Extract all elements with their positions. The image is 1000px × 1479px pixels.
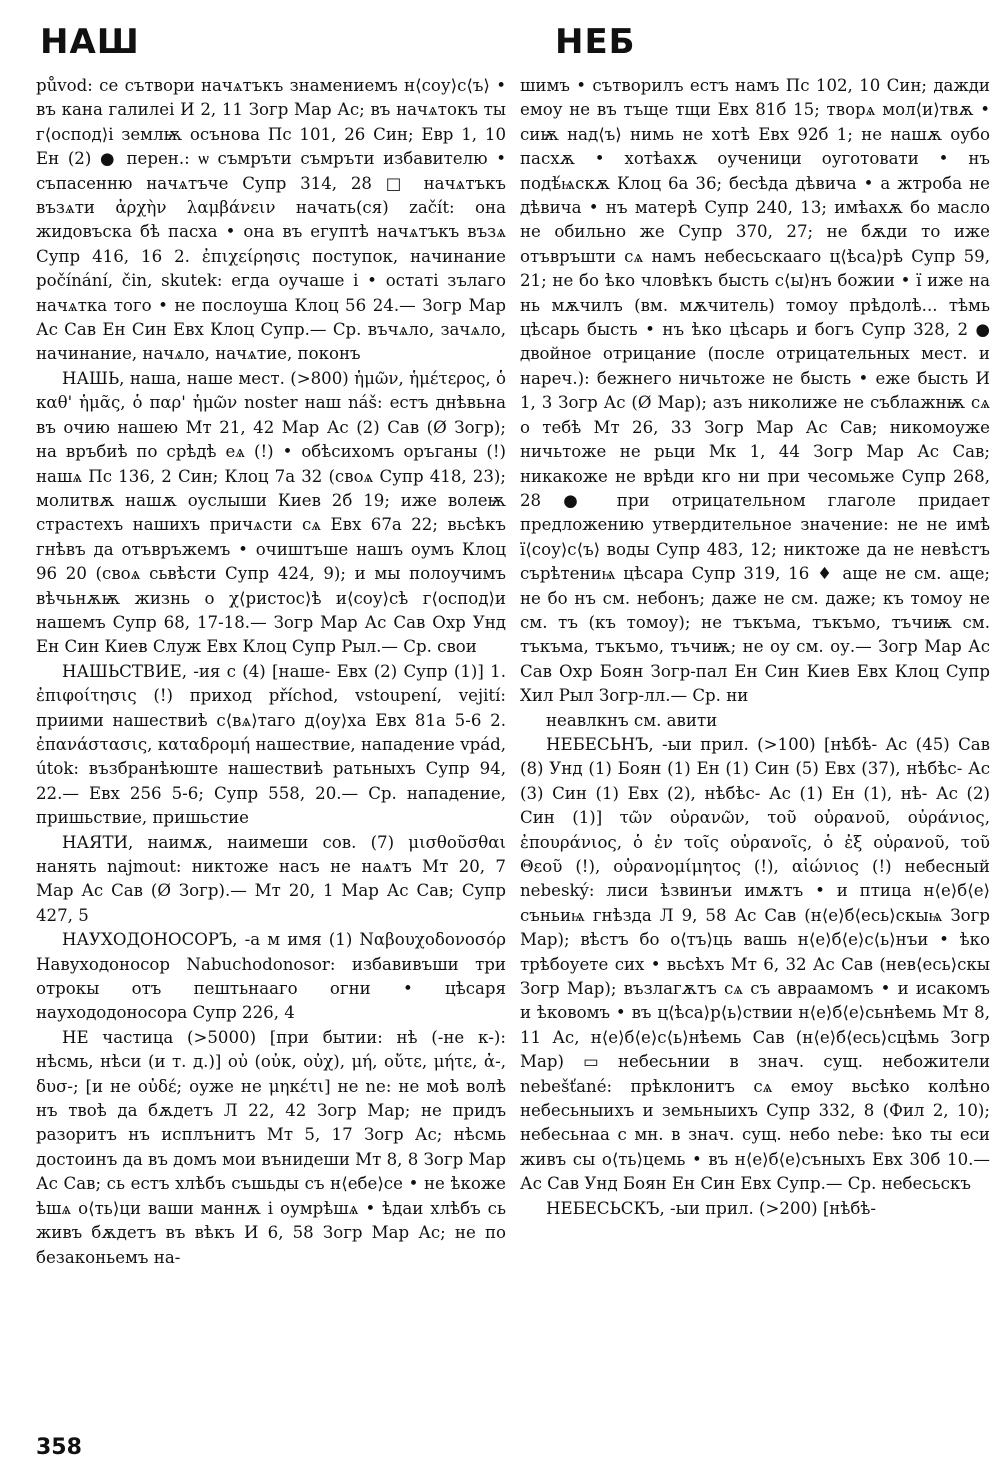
entry-nayati: НАЯТИ, наимѫ, наимеши сов. (7) μισθοῦσθαι нанять najmout: никтоже насъ не наѧтъ Мт 20, 7 Мар Ас Сав (Ø Зогр).— Мт 20, 1 Мар Ас Сав; Супр 427, 5 xyxy=(36,832,506,925)
entry-continuation: původ: се сътвори начѧтъкъ знамениемъ н⟨соу⟩с⟨ъ⟩ • въ кана галилеі И 2, 11 Зогр Мар Ас; въ начѧтокъ ты г⟨оспод⟩і землѭ осънова Пс 101, 26 Син; Евр 1, 10 Ен (2) ● перен.: ѡ съмръти съмръти избавителю • съпасенню начѧтъче Супр 314, 28 □ начѧтъкъ възѧти ἀρχὴν λαμβάνειν начать(ся) začít: она жидовъска бѣ пасха • она въ егуптѣ начѧтъкъ възѧ Супр 416, 16 2. ἐπιχείρησις поступок, начинание počínání, čin, skutek: егда оучаше і • остаті зълаго начѧтка того • не послоуша Клоц 56 24.— Зогр Мар Ас Сав Ен Син Евх Клоц Супр.— Ср. въчѧло, зачѧло, начинание, начѧло, начѧтие, поконъ xyxy=(36,76,506,364)
running-head-right: НЕБ xyxy=(555,22,636,62)
entry-cross-reference: неавлкнъ см. авити xyxy=(546,710,718,730)
entry-ne: НЕ частица (>5000) [при бытии: нѣ (-не к-): нѣсмь, нѣси (и т. д.)] οὐ (οὐκ, οὐχ), μή, οὔτε, μήτε, ἀ-, δυσ-; [и не οὐδέ; оуже не μηκέτι] не ne: не моѣ волѣ нъ твоѣ да бѫдетъ Л 22, 42 Зогр Мар; не придъ разоритъ нъ исплънитъ Мт 5, 17 Зогр Ас; нѣсмь достоинъ да въ домъ мои вънидеши Мт 8, 8 Зогр Мар Ас Сав; сь естъ хлѣбъ съшьды съ н⟨ебе⟩се • не ѣкоже ѣшѧ о⟨ть⟩ци ваши маннѫ і оумрѣшѧ • ѣдаи хлѣбъ сь живъ бѫдетъ въ вѣкъ И 6, 58 Зогр Мар Ас; не по безаконьемъ на- xyxy=(36,1027,506,1267)
entry-nebesn: НЕБЕСЬНЪ, -ыи прил. (>100) [нѣбѣ- Ас (45) Сав (8) Унд (1) Боян (1) Ен (1) Син (5) Евх (37), нѣбѣс- Ас (3) Син (1) Евх (2), нѣбѣс- Ас (1) Ен (1), нѣ- Ас (2) Син (1)] τῶν οὐρανῶν, τοῦ οὐρανοῦ, οὐράνιος, ἐπουράνιος, ὁ ἐν τοῖς οὐρανοῖς, ὁ ἐξ οὐρανοῦ, τοῦ Θεοῦ (!), οὐρανομίμητος (!), αἰώνιος (!) небесный nebeský: лиси ѣзвинъи имѫтъ • и птица н⟨е⟩б⟨е⟩съньиѩ гнѣзда Л 9, 58 Ас Сав (н⟨е⟩б⟨есь⟩скыѩ Зогр Мар); вѣстъ бо о⟨тъ⟩ць вашь н⟨е⟩б⟨е⟩с⟨ь⟩нъи • ѣко трѣбоуете сих • вьсѣхъ Мт 6, 32 Ас Сав (нев⟨есь⟩скы Зогр Мар); възлагѫтъ сѧ съ авраамомъ • и исакомъ и ѣковомъ • въ ц⟨ѣса⟩р⟨ь⟩ствии н⟨е⟩б⟨е⟩сьнѣемь Мт 8, 11 Ас, н⟨е⟩б⟨е⟩с⟨ь⟩нѣемь Сав (н⟨е⟩б⟨есь⟩сцѣмь Зогр Мар) ▭ небесьнии в знач. сущ. небожители nebešťané: прѣклонитъ сѧ емоу вьсѣко колѣно небесьныихъ и земьныихъ Супр 332, 8 (Фил 2, 10); небесьнаа с мн. в знач. сущ. небо nebe: ѣко ты еси живъ сы о⟨ть⟩цемь • въ н⟨е⟩б⟨е⟩съныхъ Евх 30б 10.— Ас Сав Унд Боян Ен Син Евх Супр.— Ср. небесьскъ xyxy=(520,734,990,1194)
running-head-left: НАШ xyxy=(40,22,140,62)
entry-ne-continuation: шимъ • сътворилъ естъ намъ Пс 102, 10 Син; дажди емоу не въ тъще тщи Евх 81б 15; творѧ мол⟨и⟩твѫ • сиѭ над⟨ъ⟩ нимь не хотѣ Евх 92б 1; не нашѫ оубо пасхѫ • хотѣахѫ оученици оуготовати • нъ подѣ́ѩскѫ Клоц 6а 36; бесѣда дѣвича • а жтроба не дѣвича • нъ матерѣ Супр 240, 13; имѣахѫ бо масло не обильно же Супр 370, 27; не бѫди то иже отъвръшти сѧ намъ небесьскааго ц⟨ѣса⟩рѣ Супр 59, 21; не бо ѣко чловѣкъ бысть с⟨ы⟩нъ божии • ї иже на нь мѫчилъ (вм. мѫчитель) томоу прѣдолѣ... тѣмь цѣсарь бысть • нъ ѣко цѣсарь и богъ Супр 328, 2 ● двойное отрицание (после отрицательных мест. и нареч.): бежнего ничьтоже не бысть • еже бысть И 1, 3 Зогр Ас (Ø Мар); азъ николиже не съблажнѭ сѧ о тебѣ Мт 26, 33 Зогр Мар Ас Сав; никомоуже ничьтоже не рьци Мк 1, 44 Зогр Мар Ас Сав; никакоже не врѣди кго ни при чесомьже Супр 268, 28 ● при отрицательном глаголе придает предложению утвердительное значение: не не имѣ ї⟨соу⟩с⟨ъ⟩ воды Супр 483, 12; никтоже да не невѣстъ сърѣтениѩ цѣсара Супр 319, 16 ♦ аще не см. аще; не бо нъ см. небонъ; даже не см. даже; къ томоу не см. тъ (къ томоу); не тъкъма, тъкъмо, тъчиѭ см. тъкъма, тъкъмо, тъчиѭ; не оу см. оу.— Зогр Мар Ас Сав Охр Боян Зогр-пал Ен Син Киев Евх Клоц Супр Хил Рыл Зогр-лл.— Ср. ни xyxy=(520,76,990,706)
entry-nashstvie: НАШЬСТВИЕ, -ия с (4) [наше- Евх (2) Супр (1)] 1. ἐπιφοίτησις (!) приход příchod, vstoupení, vejití: приими нашествиѣ с⟨вѧ⟩таго д⟨оу⟩ха Евх 81а 5-6 2. ἐπανάστασις, καταδρομή нашествие, нападение vpád, útok: възбранѣюште нашествиѣ ратьныхъ Супр 94, 22.— Евх 256 5-6; Супр 558, 20.— Ср. нападение, пришьствие, пришьстие xyxy=(36,661,506,828)
entry-nauhodonosor: НАУХОДОНОСОРЪ, -а м имя (1) Ναβουχοδονοσόρ Навуходоносор Nabuchodonosor: избавивъши три отрокы отъ пештьнааго огни • цѣсаря наухододоносора Супр 226, 4 xyxy=(36,930,506,1023)
entry-nash: НАШЬ, наша, наше мест. (>800) ἡμῶν, ἡμέτερος, ὁ καθ' ἡμᾶς, ὁ παρ' ἡμῶν noster наш náš: естъ днѣвьна въ очию нашею Мт 21, 42 Мар Ас (2) Сав (Ø Зогр); на връбиѣ по срѣдѣ еѧ (!) • обѣсихомъ оръганы (!) нашѧ Пс 136, 2 Син; Клоц 7а 32 (своѧ Супр 418, 23); молитвѫ нашѫ оуслыши Киев 2б 19; иже волеѭ страстехъ нашихъ причѧсти сѧ Евх 67а 22; вьсѣкъ гнѣвъ да отъвръжемъ • очиштъше нашъ оумъ Клоц 96 20 (своѧ сьвѣсти Супр 424, 9); и мы полоучимъ вѣчьнѫѭ жизнь о χ⟨ристос⟩ѣ и⟨соу⟩сѣ г⟨оспод⟩и нашемъ Супр 68, 17-18.— Зогр Мар Ас Сав Охр Унд Ен Син Киев Служ Евх Клоц Супр Рыл.— Ср. свои xyxy=(36,368,506,657)
entry-nebessk: НЕБЕСЬСКЪ, -ыи прил. (>200) [нѣбѣ- xyxy=(546,1198,876,1218)
page-number: 358 xyxy=(36,1435,82,1460)
left-column xyxy=(36,74,506,1270)
right-column xyxy=(520,74,990,1221)
